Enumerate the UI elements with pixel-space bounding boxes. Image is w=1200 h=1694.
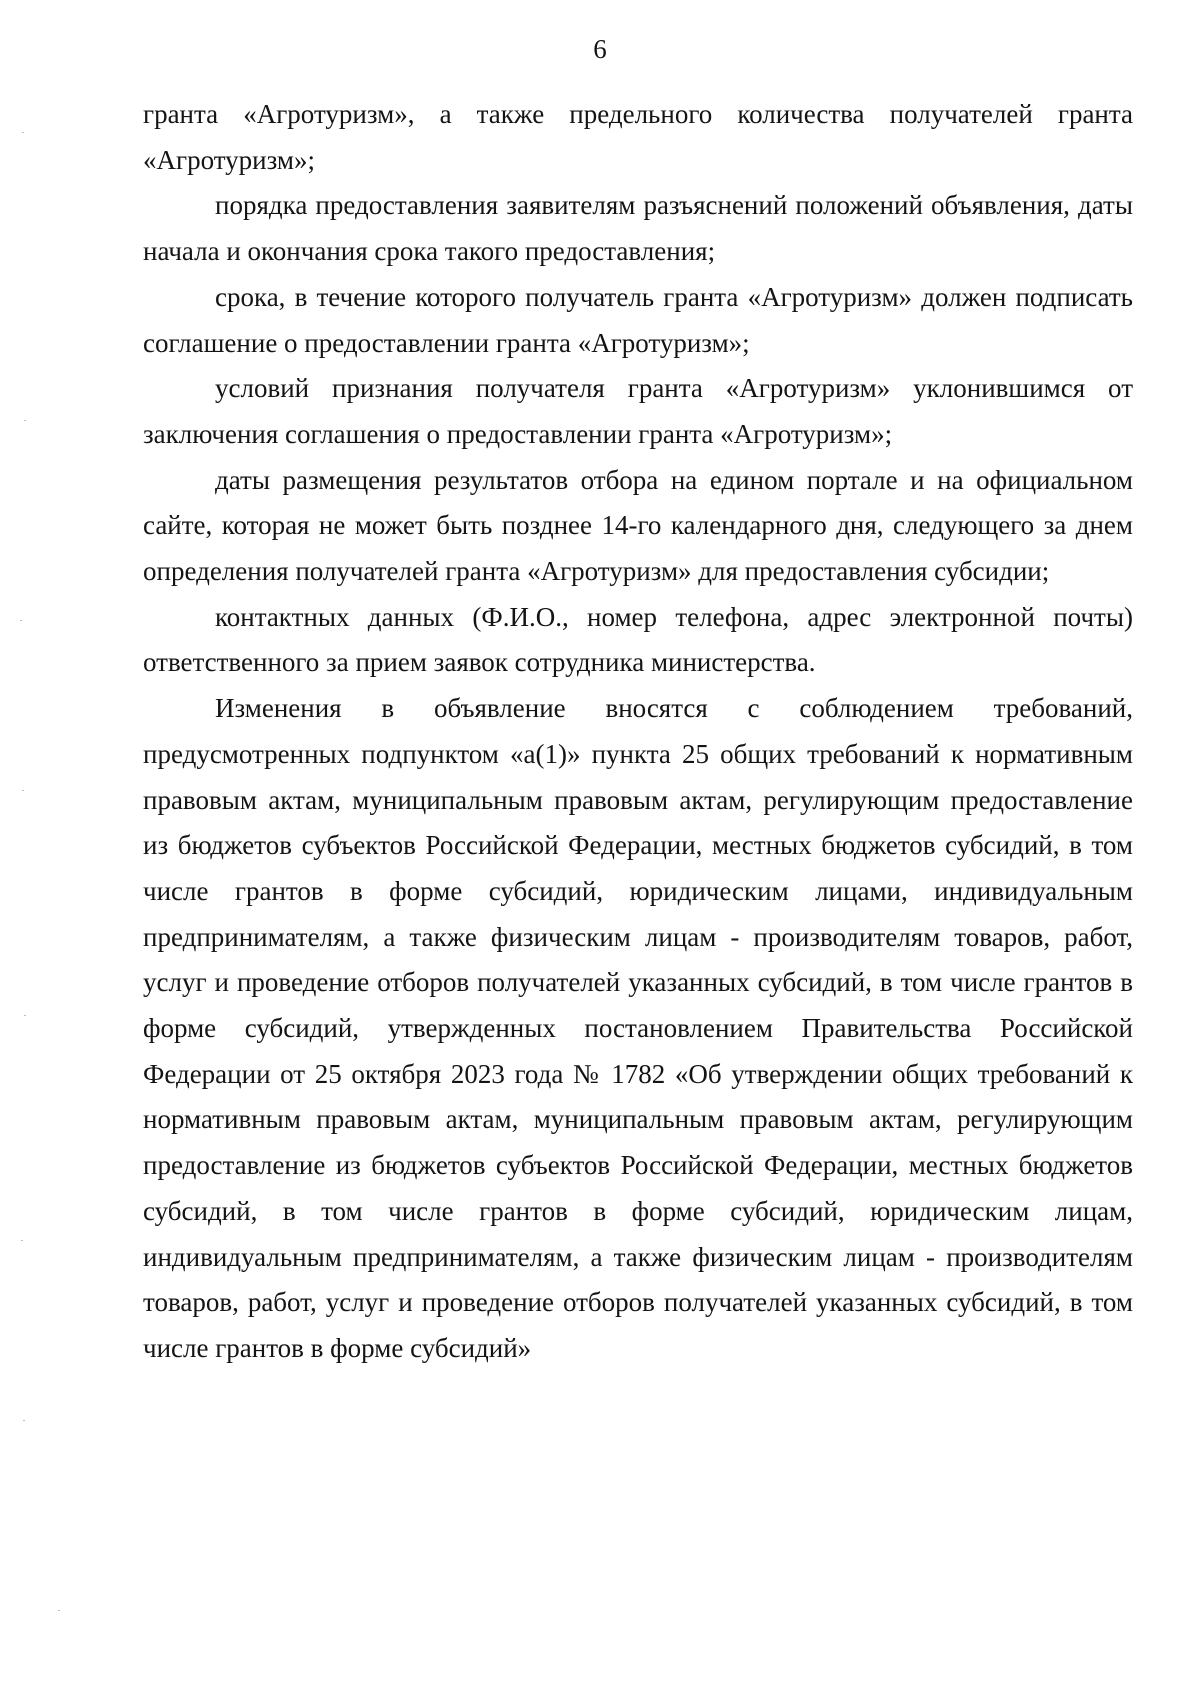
scan-speck [24,420,26,421]
scan-speck [23,1420,25,1421]
paragraph-contact-details: контактных данных (Ф.И.О., номер телефона, адрес электронной почты) ответственного за прием заявок сотрудника министерства. [143,601,1133,678]
page-number: 6 [593,34,607,64]
scan-speck [22,132,24,133]
scan-speck [24,1015,26,1016]
paragraph-agreement-deadline: срока, в течение которого получатель гранта «Агротуризм» должен подписать соглашение о предоставлении гранта «Агротуризм»; [143,281,1133,358]
scan-speck [58,1610,60,1611]
paragraph-results-publication: даты размещения результатов отбора на едином портале и на официальном сайте, которая не может быть позднее 14-го календарного дня, следующего за днем определения получателей гранта «Агротуризм» для предоставления субсидии; [143,464,1133,587]
paragraph-grant-limits: гранта «Агротуризм», а также предельного количества получателей гранта «Агротуризм»; [143,99,1133,175]
scan-speck [20,620,22,621]
paragraph-evasion-conditions: условий признания получателя гранта «Агротуризм» уклонившимся от заключения соглашения о предоставлении гранта «Агротуризм»; [143,373,1133,449]
scan-speck [21,1240,23,1241]
scan-speck [22,790,24,791]
paragraph-clarifications: порядка предоставления заявителям разъяснений положений объявления, даты начала и окончания срока такого предоставления; [143,190,1133,267]
document-body [143,92,1133,1372]
paragraph-amendments: Изменения в объявление вносятся с соблюдением требований, предусмотренных подпунктом «а(1)» пункта 25 общих требований к нормативным правовым актам, муниципальным правовым актам, регулирующим предоставление из бюджетов субъектов Российской Федерации, местных бюджетов субсидий, в том числе грантов в форме субсидий, юридическим лицами, индивидуальным предпринимателям, а также физическим лицам - производителям товаров, работ, услуг и проведение отборов получателей указанных субсидий, в том числе грантов в форме субсидий, утвержденных постановлением Правительства Российской Федерации от 25 октября 2023 года № 1782 «Об утверждении общих требований к нормативным правовым актам, муниципальным правовым актам, регулирующим предоставление из бюджетов субъектов Российской Федерации, местных бюджетов субсидий, в том числе грантов в форме субсидий, юридическим лицам, индивидуальным предпринимателям, а также физическим лицам - производителям товаров, работ, услуг и проведение отборов получателей указанных субсидий, в том числе грантов в форме субсидий» [143,693,1133,1363]
